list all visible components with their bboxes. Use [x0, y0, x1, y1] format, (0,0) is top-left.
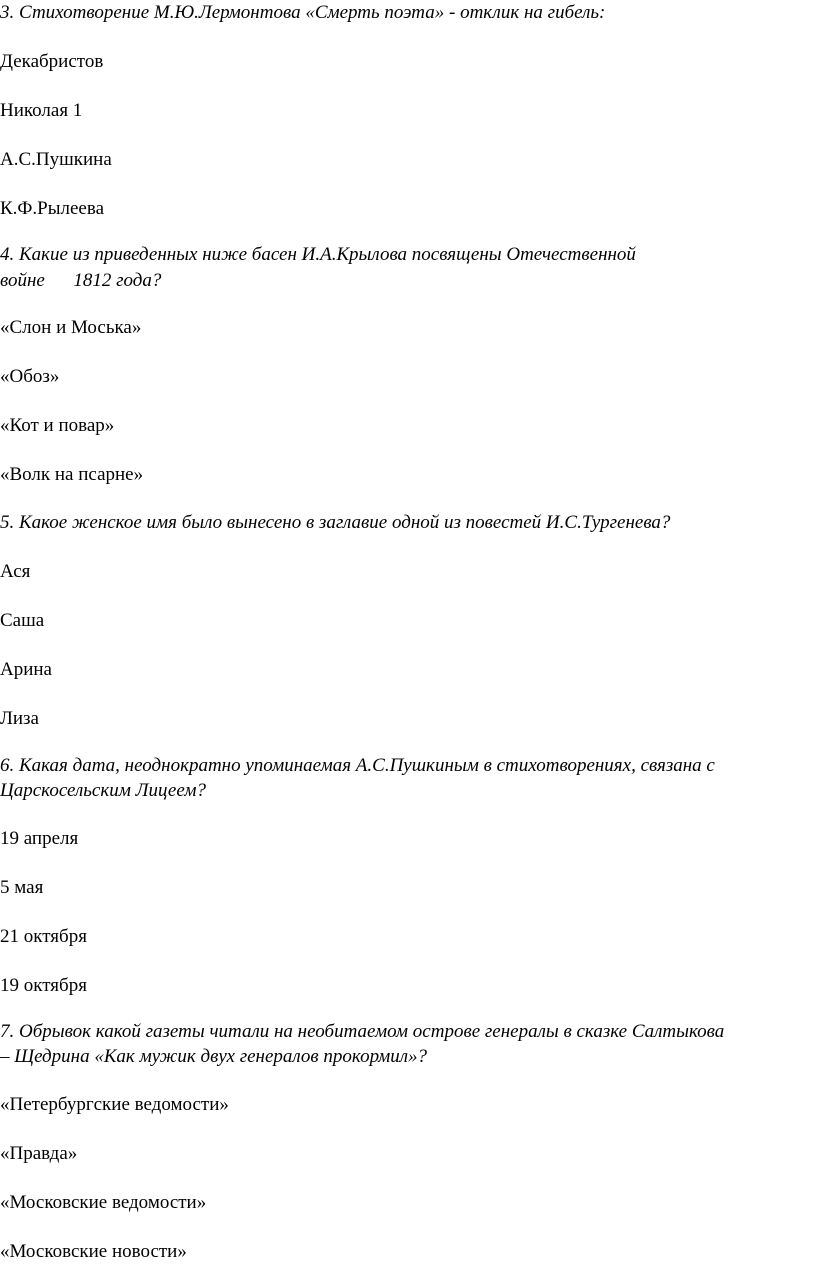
question-3-text: 3. Стихотворение М.Ю.Лермонтова «Смерть поэта» - отклик на гибель:: [0, 2, 606, 23]
question-7-text-line-2: – Щедрина «Как мужик двух генералов прокормил»?: [0, 1046, 428, 1067]
question-7-option-4: «Московские новости»: [0, 1241, 187, 1262]
question-5-option-4: Лиза: [0, 708, 39, 729]
question-6-text-line-1: 6. Какая дата, неоднократно упоминаемая А.С.Пушкиным в стихотворениях, связана с: [0, 755, 715, 776]
question-7-text-line-1: 7. Обрывок какой газеты читали на необитаемом острове генералы в сказке Салтыкова: [0, 1021, 725, 1042]
question-4-text-line-1: 4. Какие из приведенных ниже басен И.А.Крылова посвящены Отечественной: [0, 244, 636, 265]
question-3-option-1: Декабристов: [0, 51, 104, 72]
question-6-option-4: 19 октября: [0, 975, 87, 996]
question-4-text-line-2: войне 1812 года?: [0, 270, 162, 291]
question-6-text-line-2: Царскосельским Лицеем?: [0, 780, 206, 801]
question-5-option-2: Саша: [0, 610, 45, 631]
question-4-option-4: «Волк на псарне»: [0, 464, 144, 485]
question-3-option-2: Николая 1: [0, 100, 83, 121]
question-3-option-3: А.С.Пушкина: [0, 149, 112, 170]
question-5-option-1: Ася: [0, 561, 31, 582]
question-5-option-3: Арина: [0, 659, 52, 680]
question-7-option-1: «Петербургские ведомости»: [0, 1094, 229, 1115]
question-7-option-3: «Московские ведомости»: [0, 1192, 207, 1213]
question-6-option-3: 21 октября: [0, 926, 87, 947]
question-6-option-2: 5 мая: [0, 877, 44, 898]
question-3-option-4: К.Ф.Рылеева: [0, 198, 105, 219]
question-4-option-3: «Кот и повар»: [0, 415, 115, 436]
question-4-option-1: «Слон и Моська»: [0, 317, 142, 338]
question-5-text: 5. Какое женское имя было вынесено в заглавие одной из повестей И.С.Тургенева?: [0, 512, 671, 533]
question-7-option-2: «Правда»: [0, 1143, 78, 1164]
question-4-option-2: «Обоз»: [0, 366, 60, 387]
question-6-option-1: 19 апреля: [0, 828, 79, 849]
